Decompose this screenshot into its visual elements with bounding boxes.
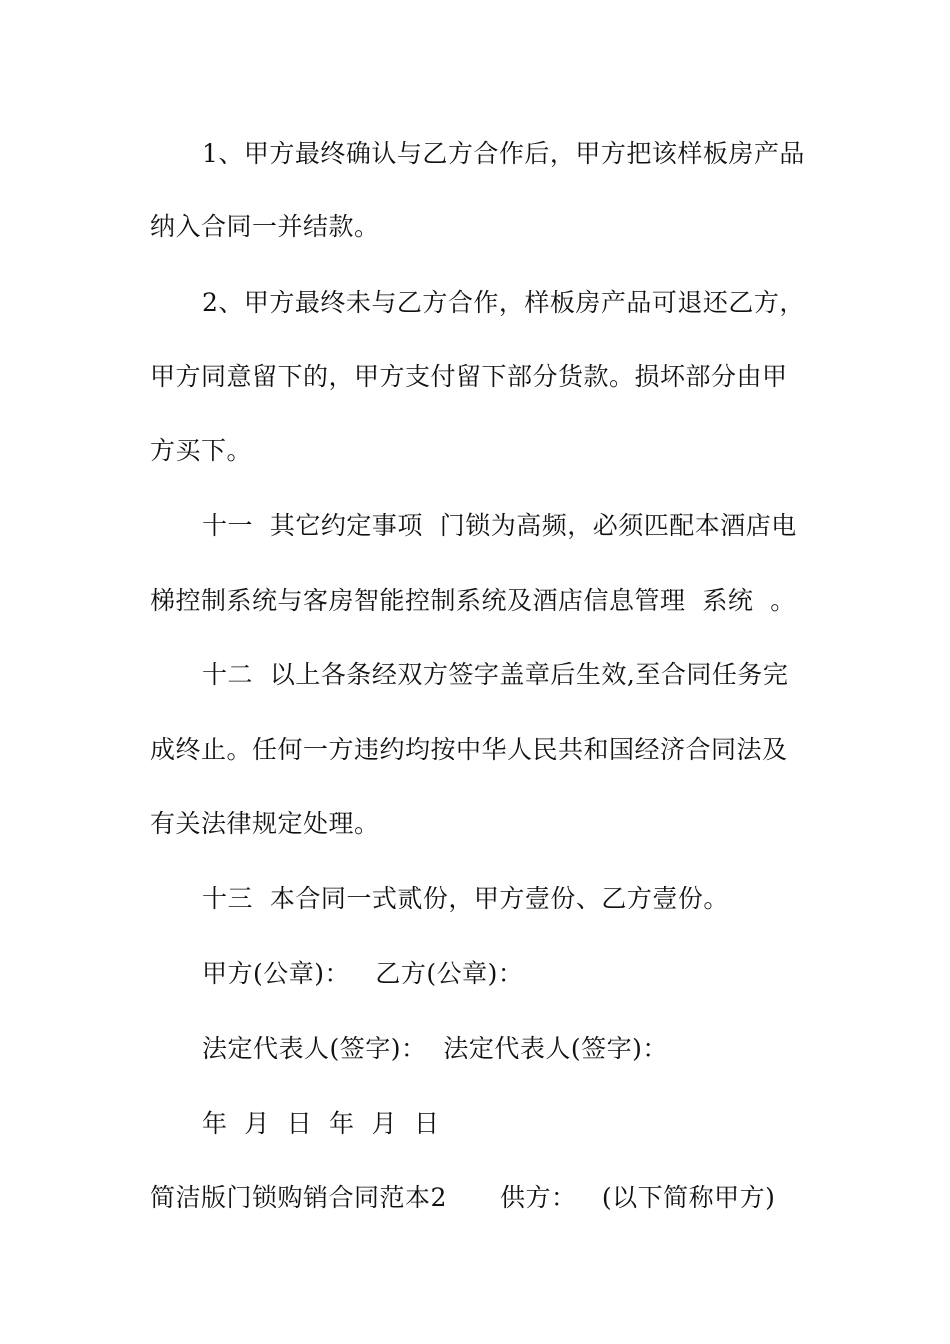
- signature-line: 法定代表人(签字)： 法定代表人(签字)：: [202, 1034, 668, 1063]
- section-title: 简洁版门锁购销合同范本2: [150, 1183, 447, 1212]
- clause-10-item-1-line-2: 纳入合同一并结款。: [150, 212, 380, 241]
- date-line: 年 月 日 年 月 日: [202, 1109, 440, 1138]
- clause-10-item-1-line-1: 1、甲方最终确认与乙方合作后，甲方把该样板房产品: [202, 139, 805, 168]
- clause-10-item-2-line-1: 2、甲方最终未与乙方合作，样板房产品可退还乙方，: [202, 288, 805, 317]
- clause-10-item-2-line-2: 甲方同意留下的，甲方支付留下部分货款。损坏部分由甲: [150, 362, 788, 391]
- clause-10-item-2-line-3: 方买下。: [150, 436, 253, 465]
- clause-11-line-1: 十一 其它约定事项 门锁为高频，必须匹配本酒店电: [202, 511, 797, 540]
- clause-13-line: 十三 本合同一式贰份，甲方壹份、乙方壹份。: [202, 884, 729, 913]
- supplier-line: 供方： (以下简称甲方): [500, 1183, 776, 1212]
- clause-12-line-2: 成终止。任何一方违约均按中华人民共和国经济合同法及: [150, 735, 788, 764]
- clause-12-line-3: 有关法律规定处理。: [150, 809, 380, 838]
- clause-11-line-2: 梯控制系统与客房智能控制系统及酒店信息管理 系统 。: [150, 586, 796, 615]
- clause-12-line-1: 十二 以上各条经双方签字盖章后生效,至合同任务完: [202, 660, 789, 689]
- seal-line: 甲方(公章)： 乙方(公章)：: [202, 959, 524, 988]
